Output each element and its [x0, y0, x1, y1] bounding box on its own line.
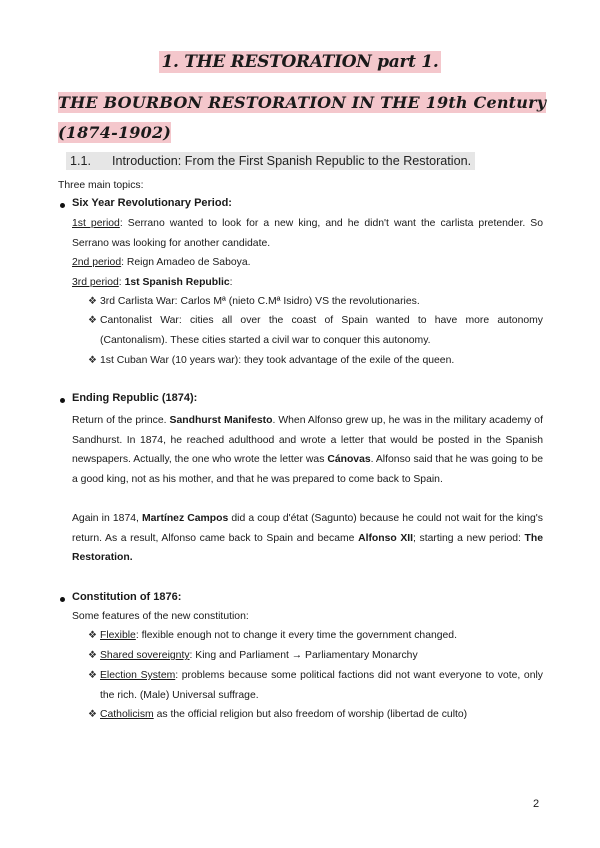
third-period-separator: : [118, 277, 125, 288]
diamond-bullet-icon: ❖ [88, 650, 97, 661]
ending-paragraph-1 [72, 411, 543, 489]
second-period-paragraph [72, 253, 251, 273]
ending-text-5: did a coup d'état (Sagunto) because he could not wait for the king's return. As a result, Alfonso came back to Spain and became [72, 513, 543, 544]
ending-paragraph-2 [72, 509, 543, 568]
bullet-dot [60, 203, 65, 208]
feature-sovereignty [100, 646, 418, 666]
feature-text: : problems because some political factions did not want everyone to vote, only the rich. (Male) Universal suffrage. [100, 670, 543, 701]
first-period-label: 1st period [72, 218, 120, 229]
feature-label: Catholicism [100, 709, 154, 720]
section-heading [66, 152, 475, 170]
page-number: 2 [533, 798, 540, 810]
bullet-dot [60, 597, 65, 602]
diamond-bullet-icon: ❖ [88, 315, 97, 326]
third-period-label: 3rd period [72, 277, 119, 288]
ending-bold-3: Martínez Campos [142, 513, 229, 524]
diamond-bullet-icon: ❖ [88, 296, 97, 307]
first-period-paragraph [72, 214, 543, 253]
subtitle-text: THE BOURBON RESTORATION IN THE 19th Century (1874-1902) [58, 93, 547, 142]
feature-election [100, 666, 543, 705]
third-period-end: : [229, 277, 233, 288]
subitem-cantonalist: Cantonalist War: cities all over the coast of Spain wanted to have more autonomy (Cantonalism). These cities started a civil war to conquer this autonomy. [100, 315, 543, 346]
ending-heading: Ending Republic (1874): [72, 392, 198, 404]
ending-bold-2: Cánovas [327, 454, 371, 466]
diamond-bullet-icon: ❖ [88, 630, 97, 641]
second-period-label: 2nd period [72, 257, 122, 268]
diamond-bullet-icon: ❖ [88, 355, 97, 366]
constitution-heading: Constitution of 1876: [72, 591, 182, 603]
main-title-text: 1. THE RESTORATION part 1. [159, 51, 442, 73]
ending-bold-4: Alfonso XII [358, 532, 414, 544]
third-period-paragraph [72, 273, 233, 293]
feature-catholicism [100, 705, 467, 725]
feature-flexible [100, 626, 457, 646]
ending-text-2: . When Alfonso grew up, he was in the military academy of Sandhurst. In 1874, he reached adulthood and wrote a letter that would be posted in the Spanish newspapers. Actually, the one who wrote the letter was [72, 415, 543, 466]
ending-bold-5: The Restoration. [72, 532, 544, 564]
ending-text-6: ; starting a new period: [413, 532, 525, 544]
ending-bold-1: Sandhurst Manifesto [169, 415, 273, 426]
subtitle [58, 88, 548, 148]
diamond-bullet-icon: ❖ [88, 670, 97, 681]
feature-text: as the official religion but also freedom of worship (libertad de culto) [153, 709, 468, 720]
section-heading-text: 1.1. Introduction: From the First Spanish Republic to the Restoration. [66, 152, 475, 170]
first-period-text: : Serrano wanted to look for a new king, and he didn't want the carlista pretender. So Serrano was looking for another candidate. [72, 218, 543, 249]
feature-label: Shared sovereignty [100, 650, 190, 661]
main-title [0, 52, 600, 72]
intro-text: Three main topics: [58, 180, 144, 191]
feature-text: : King and Parliament → Parliamentary Monarchy [189, 650, 418, 661]
ending-text-3: . Alfonso said that he was going to be a good king, not as his mother, and that he was prepared to come back to Spain. [72, 454, 544, 485]
feature-label: Flexible [100, 630, 136, 641]
subitem-carlista: 3rd Carlista War: Carlos Mª (nieto C.Mª Isidro) VS the revolutionaries. [100, 296, 420, 307]
constitution-intro: Some features of the new constitution: [72, 611, 249, 622]
diamond-bullet-icon: ❖ [88, 709, 97, 720]
bullet-dot [60, 398, 65, 403]
feature-text: : flexible enough not to change it every time the government changed. [135, 630, 457, 641]
ending-text-4: Again in 1874, [72, 513, 142, 524]
second-period-text: : Reign Amadeo de Saboya. [121, 257, 251, 268]
third-period-bold: 1st Spanish Republic [124, 277, 230, 288]
feature-label: Election System [100, 670, 176, 681]
ending-text-1: Return of the prince. [72, 415, 170, 426]
subitem-cuban: 1st Cuban War (10 years war): they took advantage of the exile of the queen. [100, 355, 455, 366]
six-year-heading: Six Year Revolutionary Period: [72, 197, 232, 209]
